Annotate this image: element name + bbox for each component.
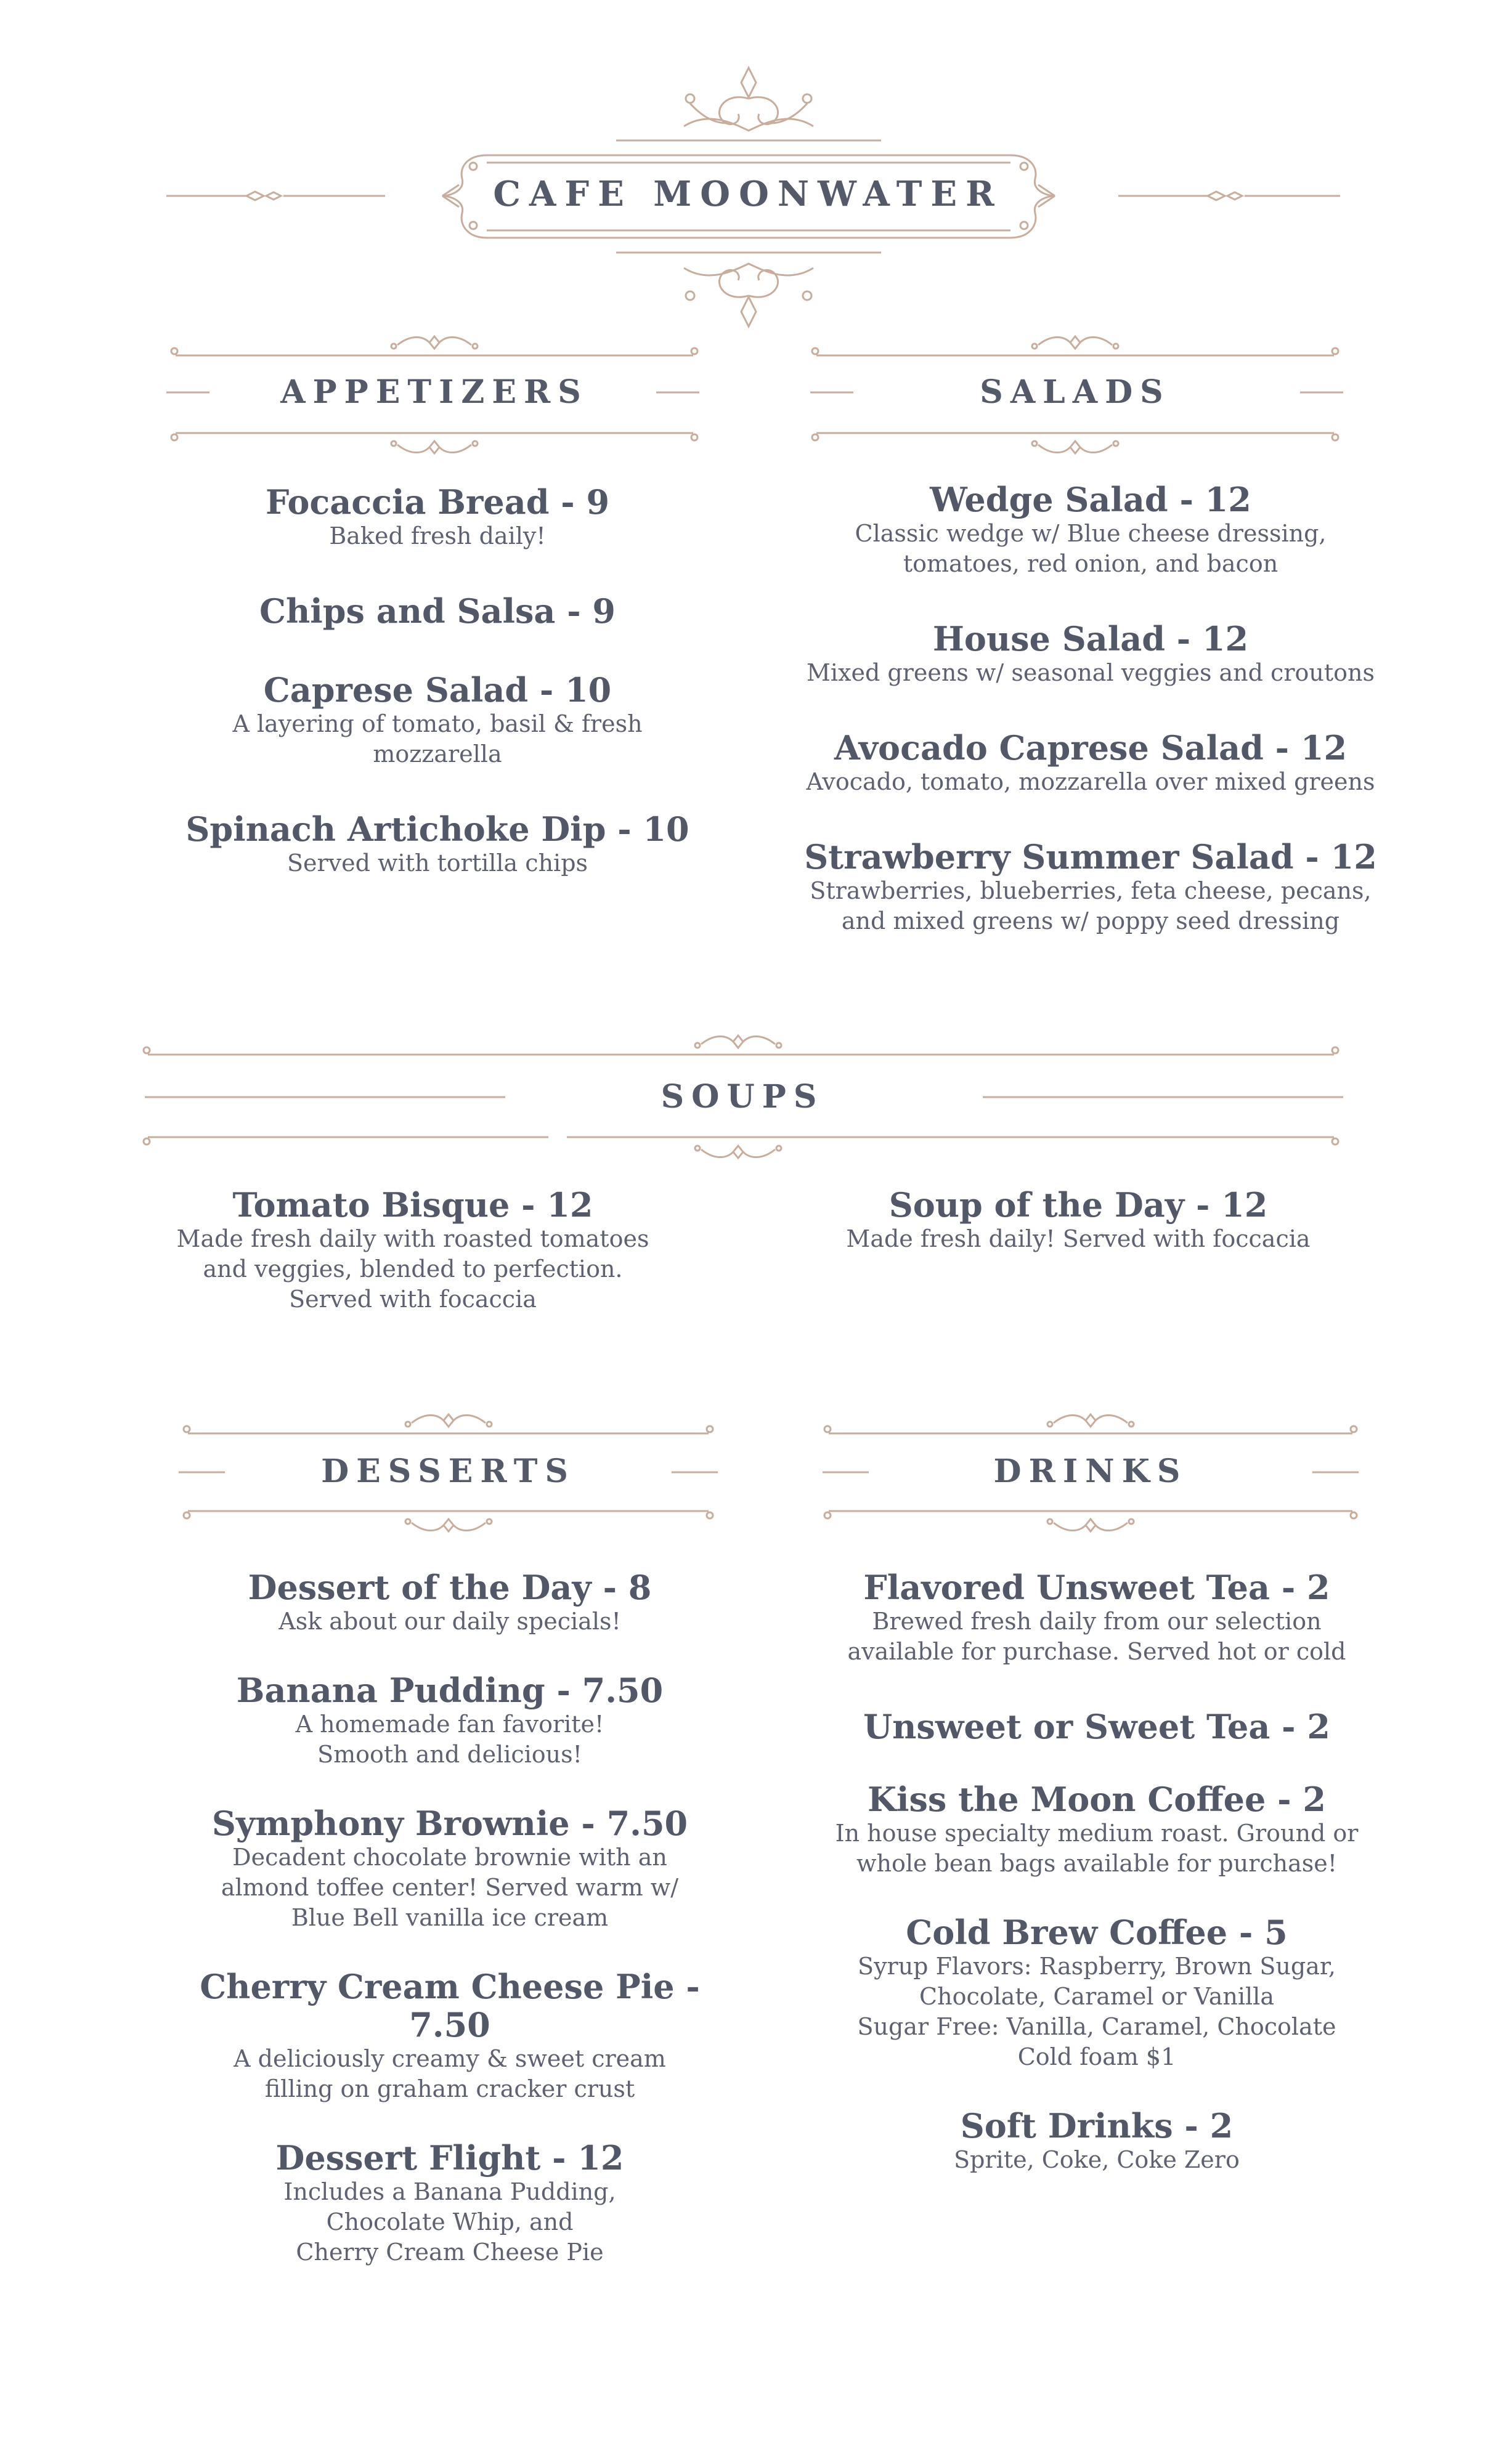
item-name: Strawberry Summer Salad - 12: [804, 837, 1377, 877]
menu-item: [136, 1186, 690, 1315]
item-description: Syrup Flavors: Raspberry, Brown Sugar, Chocolate, Caramel or Vanilla Sugar Free: Vanilla, Caramel, Chocolate Cold foam $1: [857, 1953, 1336, 2070]
menu-item: [789, 2107, 1405, 2175]
menu-item: [789, 1780, 1405, 1879]
section-title-salads: SALADS: [980, 373, 1171, 411]
item-description: A layering of tomato, basil & fresh mozzarella: [232, 710, 643, 768]
section-title-appetizers: APPETIZERS: [280, 373, 588, 411]
item-description: In house specialty medium roast. Ground or whole bean bags available for purchase!: [835, 1820, 1359, 1877]
item-name: Caprese Salad - 10: [263, 670, 612, 710]
item-description: Brewed fresh daily from our selection available for purchase. Served hot or cold: [847, 1608, 1346, 1665]
menu-item: [783, 838, 1399, 936]
menu-item: [160, 1968, 739, 2104]
desserts-list: [160, 1568, 739, 2267]
brand-title: CAFE MOONWATER: [493, 174, 1003, 214]
item-description: Mixed greens w/ seasonal veggies and croutons: [807, 659, 1375, 686]
item-name: Wedge Salad - 12: [930, 480, 1251, 519]
menu-item: [783, 480, 1399, 579]
item-description: Made fresh daily! Served with foccacia: [846, 1225, 1311, 1252]
item-name: Flavored Unsweet Tea - 2: [863, 1568, 1330, 1607]
menu-item: [801, 1186, 1356, 1254]
soups-list-left: [136, 1186, 690, 1315]
item-name: Soft Drinks - 2: [960, 2106, 1234, 2146]
item-name: Chips and Salsa - 9: [259, 591, 616, 631]
menu-item: [789, 1708, 1405, 1746]
section-title-drinks: DRINKS: [993, 1453, 1188, 1490]
item-description: Classic wedge w/ Blue cheese dressing, tomatoes, red onion, and bacon: [855, 520, 1327, 577]
soups-list-right: [801, 1186, 1356, 1254]
item-name: Tomato Bisque - 12: [232, 1185, 593, 1225]
item-description: Strawberries, blueberries, feta cheese, pecans, and mixed greens w/ poppy seed dressing: [810, 877, 1372, 934]
menu-item: [789, 1568, 1405, 1667]
item-description: Sprite, Coke, Coke Zero: [954, 2146, 1240, 2173]
drinks-list: [789, 1568, 1405, 2175]
item-name: Kiss the Moon Coffee - 2: [868, 1780, 1326, 1819]
item-name: Dessert of the Day - 8: [248, 1568, 652, 1607]
item-description: Served with tortilla chips: [287, 849, 588, 877]
item-description: A deliciously creamy & sweet cream filling on graham cracker crust: [234, 2045, 666, 2102]
menu-item: [154, 671, 721, 769]
item-name: Unsweet or Sweet Tea - 2: [863, 1707, 1330, 1746]
menu-item: [789, 1913, 1405, 2072]
item-name: Focaccia Bread - 9: [265, 482, 610, 522]
menu-item: [160, 1568, 739, 1637]
appetizers-list: [154, 483, 721, 878]
menu-item: [160, 1671, 739, 1770]
item-description: Avocado, tomato, mozzarella over mixed greens: [806, 768, 1375, 795]
item-name: Avocado Caprese Salad - 12: [834, 728, 1348, 768]
item-name: Symphony Brownie - 7.50: [211, 1804, 688, 1843]
menu-item: [154, 483, 721, 551]
item-name: Spinach Artichoke Dip - 10: [185, 809, 689, 849]
item-name: Soup of the Day - 12: [888, 1185, 1268, 1225]
item-name: Dessert Flight - 12: [275, 2138, 624, 2178]
item-description: Made fresh daily with roasted tomatoes and veggies, blended to perfection. Served with focaccia: [176, 1225, 649, 1313]
menu-item: [783, 729, 1399, 797]
menu-item: [154, 810, 721, 878]
item-name: Banana Pudding - 7.50: [236, 1671, 664, 1710]
item-name: House Salad - 12: [932, 619, 1249, 659]
item-description: Baked fresh daily!: [329, 522, 546, 549]
item-name: Cold Brew Coffee - 5: [906, 1913, 1288, 1952]
menu-item: [783, 620, 1399, 688]
item-description: Includes a Banana Pudding, Chocolate Whip, and Cherry Cream Cheese Pie: [283, 2178, 616, 2266]
item-name: Cherry Cream Cheese Pie - 7.50: [200, 1967, 700, 2045]
menu-item: [160, 2139, 739, 2267]
section-title-soups: SOUPS: [661, 1078, 824, 1116]
salads-list: [783, 480, 1399, 936]
item-description: A homemade fan favorite! Smooth and delicious!: [295, 1711, 604, 1768]
menu-item: [160, 1804, 739, 1933]
section-title-desserts: DESSERTS: [321, 1453, 575, 1490]
menu-item: [154, 592, 721, 630]
item-description: Ask about our daily specials!: [278, 1608, 621, 1635]
item-description: Decadent chocolate brownie with an almond toffee center! Served warm w/ Blue Bell vanilla ice cream: [221, 1844, 679, 1931]
